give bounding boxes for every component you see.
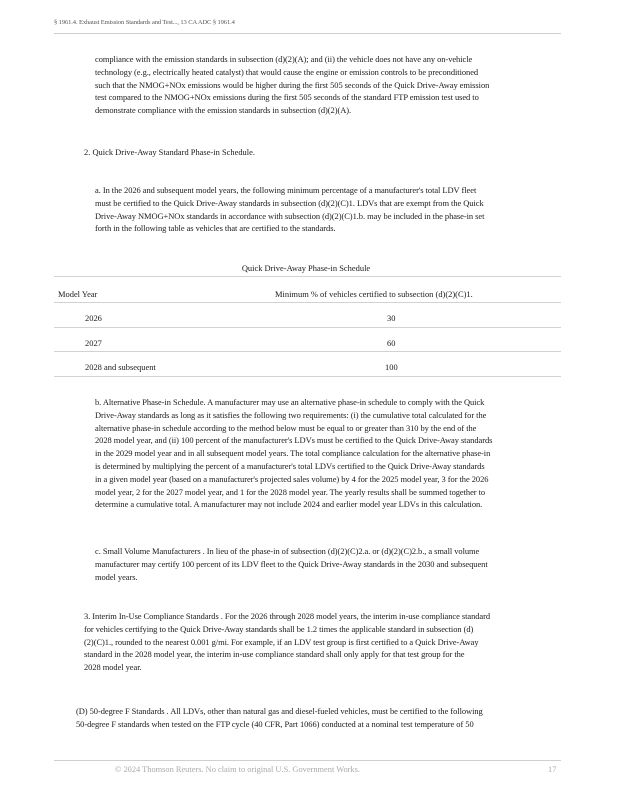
table-cell-percent: 30: [387, 313, 396, 323]
paragraph-D: (D) 50-degree F Standards . All LDVs, other than natural gas and diesel-fueled vehicles, must be certified to the following 50-degree F standards when tested on the FTP cycle (40 CFR, Part 1066) conducted at a nominal test temperature of 50: [76, 706, 483, 729]
table-header-model-year: Model Year: [58, 289, 98, 299]
table-cell-percent: 100: [385, 362, 398, 372]
table-cell-year: 2026: [85, 313, 102, 323]
table-rule: [54, 302, 561, 303]
paragraph-2b: b. Alternative Phase-in Schedule. A manufacturer may use an alternative phase-in schedule to comply with the Quick Drive-Away standards as long as it satisfies the following two requirements: (i) the cumulative total calculated for the alternative phase-in schedule according to the method below must be equal to or greater than 310 by the end of the 2028 model year, and (ii) 100 percent of the manufacturer's LDVs must be certified to the Quick Drive-Away standards in the 2029 model year and in all subsequent model years. The total compliance calculation for the alternative phase-in is determined by multiplying the percent of a manufacturer's total LDVs certified to the Quick Drive-Away standards in a given model year (based on a manufacturer's projected sales volume) by 4 for the 2025 model year, 3 for the 2026 model year, 2 for the 2027 model year, and 1 for the 2028 model year. The yearly results shall be summed together to determine a cumulative total. A manufacturer may not include 2024 and earlier model year LDVs in this calculation.: [95, 397, 493, 510]
paragraph-2a: a. In the 2026 and subsequent model years, the following minimum percentage of a manufacturer's total LDV fleet must be certified to the Quick Drive-Away standards in subsection (d)(2)(C)1. LDVs that are exempt from the Quick Drive-Away NMOG+NOx standards in accordance with subsection (d)(2)(C)1.b. may be included in the phase-in set forth in the following table as vehicles that are certified to the standards.: [95, 185, 485, 234]
table-rule: [54, 327, 561, 328]
paragraph-3: 3. Interim In-Use Compliance Standards . For the 2026 through 2028 model years, the interim in-use compliance standard for vehicles certifying to the Quick Drive-Away standards shall be 1.2 times the applicable standard in subsection (d) (2)(C)1., rounded to the nearest 0.001 g/mi. For example, if an LDV test group is first certified to a Quick Drive-Away standard in the 2028 model year, the interim in-use compliance standard shall only apply for that test group for the 2028 model year.: [84, 611, 491, 673]
header-divider: [54, 33, 561, 34]
footer-copyright: © 2024 Thomson Reuters. No claim to original U.S. Government Works.: [115, 765, 360, 774]
page-number: 17: [548, 765, 557, 774]
paragraph-2c: c. Small Volume Manufacturers . In lieu of the phase-in of subsection (d)(2)(C)2.a. or (d)(2)(C)2.b., a small volume manufacturer may certify 100 percent of its LDV fleet to the Quick Drive-Away standards in the 2030 and subsequent model years.: [95, 546, 488, 582]
table-header-minimum-percent: Minimum % of vehicles certified to subsection (d)(2)(C)1.: [275, 289, 473, 299]
table-cell-percent: 60: [387, 338, 396, 348]
table-cell-year: 2027: [85, 338, 102, 348]
table-rule: [54, 351, 561, 352]
section-heading-2: 2. Quick Drive-Away Standard Phase-in Schedule.: [84, 147, 255, 157]
table-title: Quick Drive-Away Phase-in Schedule: [241, 263, 371, 273]
table-cell-year: 2028 and subsequent: [85, 362, 156, 372]
footer-divider: [54, 760, 561, 761]
running-header: § 1961.4. Exhaust Emission Standards and Test..., 13 CA ADC § 1961.4: [54, 19, 235, 26]
table-rule: [54, 376, 561, 377]
table-rule: [54, 276, 561, 277]
paragraph-intro: compliance with the emission standards in subsection (d)(2)(A); and (ii) the vehicle does not have any on-vehicle technology (e.g., electrically heated catalyst) that would cause the engine or emission controls to be preconditioned such that the NMOG+NOx emissions would be higher during the first 505 seconds of the Quick Drive-Away emission test compared to the NMOG+NOx emissions during the first 505 seconds of the standard FTP emission test used to demonstrate compliance with the emission standards in subsection (d)(2)(A).: [95, 54, 490, 116]
